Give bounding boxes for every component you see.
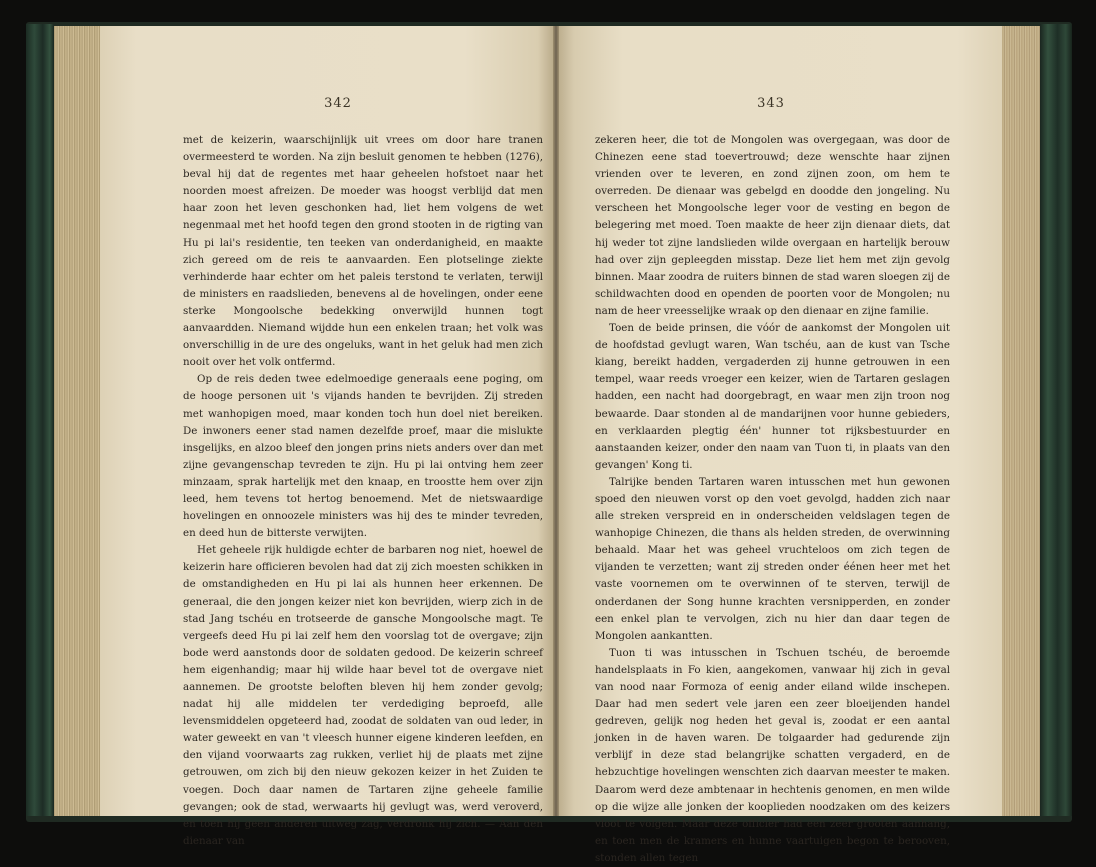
paragraph: Talrijke benden Tartaren waren intusschen met hun gewonen spoed den nieuwen vorst op den voet gevolgd, hadden zich naar alle streken verspreid en in onderscheiden veldslagen tegen de wanhopige Chinezen, die thans als helden streden, de overwinning behaald. Maar het was geheel vruchteloos om zich tegen de vijanden te verzetten; want zij streden onder éénen heer met het vaste voornemen om te overwinnen of te sterven, terwijl de onderdanen der Song hunne krachten versnipperden, en zonder een enkel plan te vervolgen, zich nu hier dan daar tegen de Mongolen aankantten.: [595, 475, 950, 642]
left-page: [100, 26, 556, 847]
paragraph: Op de reis deden twee edelmoedige generaals eene poging, om de hooge personen uit 's vijands handen te bevrijden. Zij streden met wanhopigen moed, maar konden toch hun doel niet bereiken. De inwoners eener stad namen dezelfde proef, maar die mislukte insgelijks, en alzoo bleef den jongen prins niets anders over dan met zijne gevangenschap tevreden te zijn. Hu pi lai ontving hem zeer minzaam, sprak hartelijk met den knaap, en troostte hem over zijn leed, hem tevens tot hertog benoemend. Met de nietswaardige hovelingen en onnoozele ministers was hij des te minder tevreden, en deed hun de bitterste verwijten.: [183, 373, 543, 540]
page-stack-right: [1000, 26, 1040, 816]
book-gutter: [553, 26, 559, 816]
right-page-text: [595, 132, 950, 867]
paragraph: Het geheele rijk huldigde echter de barbaren nog niet, hoewel de keizerin hare officieren bevolen had dat zij zich moesten schikken in de omstandigheden en Hu pi lai als hunnen heer erkennen. De generaal, die den jongen keizer niet kon bevrijden, wierp zich in de stad Jang tschéu en trotseerde de gansche Mongoolsche magt. Te vergeefs deed Hu pi lai zelf hem den voorslag tot de overgave; zijn bode werd aanstonds door de soldaten gedood. De keizerin schreef hem eigenhandig; maar hij wilde haar bevel tot de overgave niet aannemen. De grootste beloften bleven hij hem zonder gevolg; nadat hij alle middelen ter verdediging beproefd, alle levensmiddelen opgeteerd had, zoodat de soldaten van oud leder, in water geweekt en van 't vleesch hunner eigene kinderen leefden, en den vijand voorwaarts zag rukken, verliet hij de plaats met zijne getrouwen, om zich bij den nieuw gekozen keizer in het Zuiden te voegen. Doch daar namen de Tartaren zijne geheele familie gevangen; ook de stad, werwaarts hij gevlugt was, werd veroverd, en toen hij geen anderen uitweg zag, verdronk hij zich. — Aan den dienaar van: [183, 544, 543, 847]
paragraph: Toen de beide prinsen, die vóór de aankomst der Mongolen uit de hoofdstad gevlugt waren, Wan tschéu, aan de kust van Tsche kiang, bereikt hadden, vergaderden zij hunne getrouwen in een tempel, waar reeds vroeger een keizer, wien de Tartaren geslagen hadden, een nacht had doorgebragt, en waar men zijn troon nog bewaarde. Daar stonden al de mandarijnen voor hunne gebieders, en verklaarden plegtig één' hunner tot rijksbestuurder en aanstaanden keizer, onder den naam van Tuon ti, in plaats van den gevangen' Kong ti.: [595, 322, 950, 471]
paragraph: met de keizerin, waarschijnlijk uit vrees om door hare tranen overmeesterd te worden. Na zijn besluit genomen te hebben (1276), beval hij dat de regentes met haar geheelen hofstoet naar het noorden moest afreizen. De moeder was hoogst verblijd dat men haar zoon het leven geschonken had, liet hem volgens de wet negenmaal met het hoofd tegen den grond stooten in de rigting van Hu pi lai's residentie, ten teeken van onderdanigheid, en maakte zich gereed om de reis te aanvaarden. Een plotselinge ziekte verhinderde haar echter om het paleis terstond te verlaten, terwijl de ministers en raadslieden, benevens al de hovelingen, onder eene sterke Mongoolsche bedekking onverwijld hunnen togt aanvaardden. Niemand wijdde hun een enkelen traan; het volk was onverschillig in de ure des ongeluks, want in het geluk had men zich nooit over het volk ontfermd.: [183, 134, 543, 369]
page-number-right: 343: [757, 96, 785, 111]
page-number-left: 342: [324, 96, 352, 111]
right-page: [556, 26, 1002, 864]
book-cover-right-edge: [1040, 24, 1072, 816]
paragraph: zekeren heer, die tot de Mongolen was overgegaan, was door de Chinezen eene stad toevertrouwd; deze wenschte haar zijnen vrienden over te leveren, en zond zijnen zoon, om hem te overreden. De dienaar was gebelgd en doodde den jongeling. Nu verscheen het Mongoolsche leger voor de vesting en begon de belegering met moed. Toen maakte de heer zijn dienaar diets, dat hij weder tot zijne landslieden wilde overgaan en hartelijk berouw had over zijn gepleegden misstap. Deze liet hem met zijn gevolg binnen. Maar zoodra de ruiters binnen de stad waren sloegen zij de schildwachten dood en openden de poorten voor de Mongolen; nu nam de heer vreesselijke wraak op den dienaar en zijne familie.: [595, 134, 950, 317]
page-stack-left: [54, 26, 102, 816]
book-cover-left-edge: [26, 24, 54, 816]
paragraph: Tuon ti was intusschen in Tschuen tschéu, de beroemde handelsplaats in Fo kien, aangekomen, vanwaar hij zich in geval van nood naar Formoza of eenig ander eiland wilde inschepen. Daar had men sedert vele jaren een zeer bloeijenden handel gedreven, gelijk nog heden het geval is, zoodat er een aantal jonken in de haven waren. De tolgaarder had gedurende zijn verblijf in deze stad belangrijke schatten vergaderd, en de hebzuchtige hovelingen wenschten zich daarvan meester te maken. Daarom werd deze ambtenaar in hechtenis genomen, en men wilde op die wijze alle jonken der kooplieden noodzaken om des keizers vloot te volgen. Maar deze officier had een zeer grooten aanhang, en toen men de kramers en hunne vaartuigen begon te berooven, stonden allen tegen: [595, 646, 950, 864]
left-page-text: [183, 132, 543, 850]
